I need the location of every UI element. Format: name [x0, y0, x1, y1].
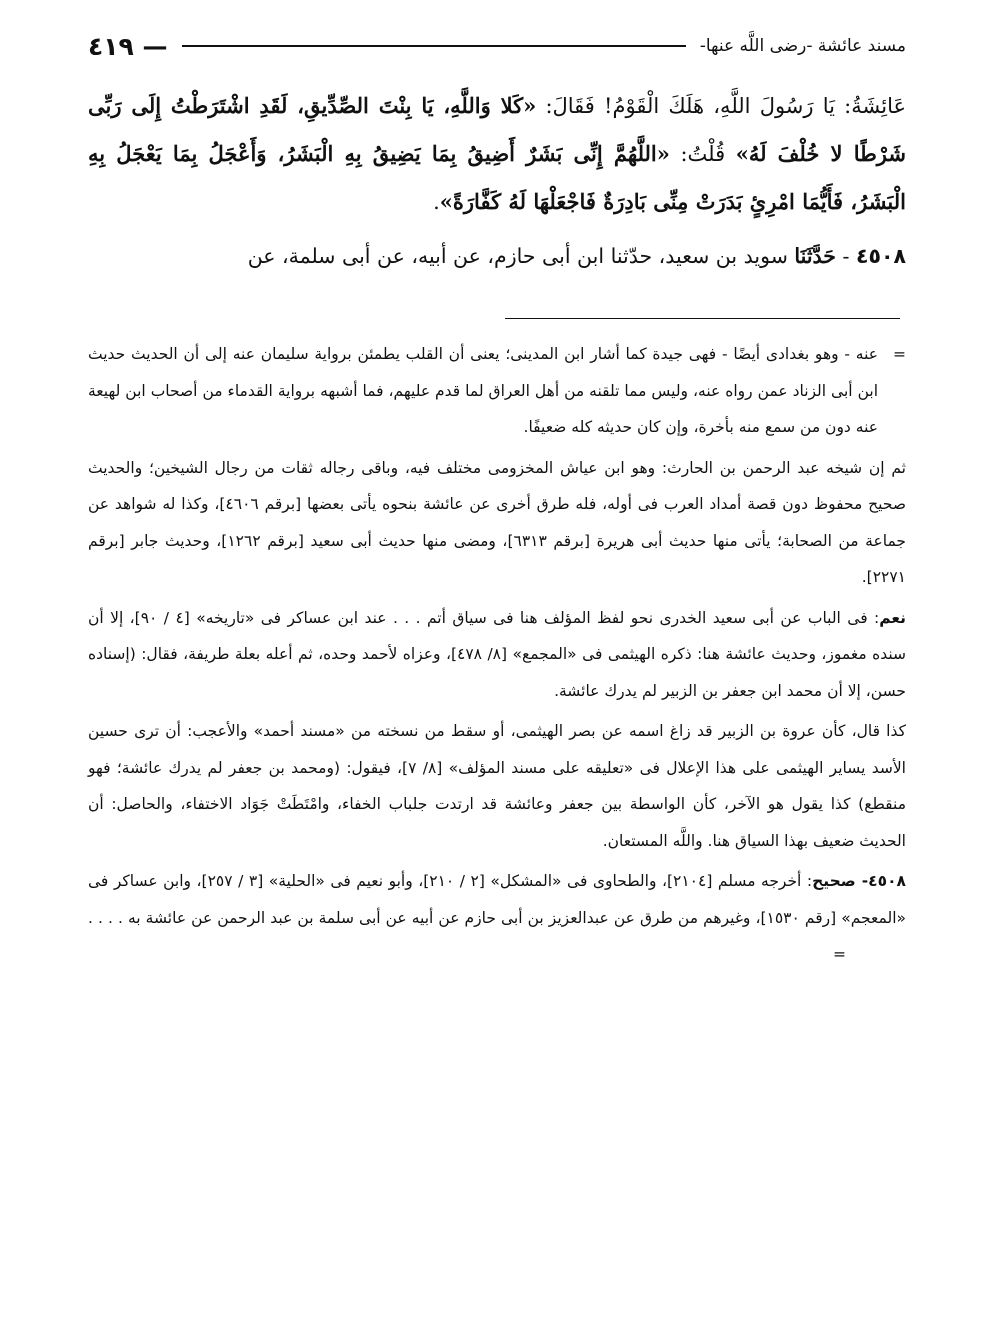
end-continuation-mark: = — [833, 945, 846, 963]
footnote-5-lead: ٤٥٠٨- صحيح — [812, 872, 907, 890]
page-header — [88, 28, 906, 64]
hadith-4508-text: سويد بن سعيد، حدّثنا ابن أبى حازم، عن أبيه، عن أبى سلمة، عن — [247, 244, 795, 268]
hadith-body-end: . — [433, 190, 440, 214]
continuation-mark: = — [893, 345, 906, 363]
page-number: — ٤١٩ — [88, 31, 168, 61]
footnote-continuation — [88, 336, 906, 446]
hadith-4508-start — [88, 232, 906, 280]
footnote-3-text: : فى الباب عن أبى سعيد الخدرى نحو لفظ المؤلف هنا فى سياق أتم . . . عند ابن عساكر فى «تاريخه» [٤ / ٩٠]، إلا أن سنده مغموز، وحديث عائشة هنا: ذكره الهيثمى فى «المجمع» [٨/ ٤٧٨]، وعزاه لأحمد وحده، ثم أعله بعلة طريفة، فقال: (إسناده حسن، إلا أن محمد ابن جعفر بن الزبير لم يدرك عائشة. — [88, 608, 906, 700]
footnote-5-text: : أخرجه مسلم [٢١٠٤]، والطحاوى فى «المشكل» [٢ / ٢١٠]، وأبو نعيم فى «الحلية» [٣ / ٢٥٧]، وابن عساكر فى «المعجم» [رقم ١٥٣٠]، وغيرهم من طرق عن عبدالعزيز بن أبى حازم عن أبيه عن أبى سلمة بن عبد الرحمن عن عائشة به . . . . — [88, 872, 906, 927]
footnote-1-text: عنه - وهو بغدادى أيضًا - فهى جيدة كما أشار ابن المدينى؛ يعنى أن القلب يطمئن برواية سليمان عنه إلى أن الحديث حديث ابن أبى الزناد عمن رواه عنه، وليس مما تلقنه من أهل العراق لما قدم عليهم، فما أشبهه برواية القدماء من أصحاب ابن لهيعة عنه دون من سمع منه بأخرة، وإن كان حديثه كله ضعيفًا. — [88, 345, 878, 436]
hadith-quote-1: «كَلا وَاللَّهِ، يَا بِنْتَ الصِّدِّيقِ، لَقَدِ اشْتَرَطْتُ إِلَى رَبِّى شَرْطًا لا خُلْفَ لَهُ» — [88, 93, 906, 166]
hadith-quote-2: «اللَّهُمَّ إِنِّى بَشَرٌ أَضِيقُ بِمَا يَضِيقُ بِهِ الْبَشَرُ، وَأَعْجَلُ بِمَا يَعْجَلُ بِهِ الْبَشَرُ، فَأَيُّمَا امْرِئٍ بَدَرَتْ مِنِّى بَادِرَةٌ فَاجْعَلْهَا لَهُ كَفَّارَةً» — [88, 141, 906, 214]
hadith-4507-end — [88, 82, 906, 226]
hadith-body-start: عَائِشَةُ: يَا رَسُولَ اللَّهِ، هَلَكَ الْقَوْمُ! فَقَالَ: — [536, 94, 906, 118]
footnote-paragraph-2: ثم إن شيخه عبد الرحمن بن الحارث: وهو ابن عياش المخزومى مختلف فيه، وباقى رجاله ثقات من رجال الشيخين؛ والحديث صحيح محفوظ دون قصة أمداد العرب فى أوله، فله طرق أخرى عن عائشة بنحوه يأتى بعضها [برقم ٤٦٠٦]، وكذا له شواهد عن جماعة من الصحابة؛ يأتى منها حديث أبى هريرة [برقم ٦٣١٣]، ومضى منها حديث أبى سعيد [برقم ١٢٦٢]، وحديث جابر [برقم ٢٢٧١]. — [88, 458, 906, 586]
footnote-paragraph-3 — [88, 600, 906, 710]
page-number-value: ٤١٩ — [88, 31, 134, 61]
footnote-divider — [505, 318, 900, 319]
hadith-dash: - — [835, 244, 856, 268]
hadith-main-text — [88, 82, 906, 280]
footnote-4508 — [88, 863, 906, 973]
hadith-number: ٤٥٠٨ — [855, 244, 906, 268]
running-title: مسند عائشة -رضى اللَّه عنها- — [699, 36, 906, 56]
header-rule — [182, 45, 686, 47]
haddathana-word: حَدَّثَنَا — [794, 244, 836, 268]
footnotes — [88, 336, 906, 977]
footnote-paragraph-4: كذا قال، كأن عروة بن الزبير قد زاغ اسمه عن بصر الهيثمى، أو سقط من نسخته من «مسند أحمد» والأعجب: أن ترى حسين الأسد يساير الهيثمى على هذا الإعلال فى «تعليقه على مسند المؤلف» [٨/ ٧]، فيقول: (ومحمد بن جعفر لم يدرك عائشة؛ فهو منقطع) كذا يقول هو الآخر، كأن الواسطة بين جعفر وعائشة قد ارتدت جلباب الخفاء، وامْتَطَتْ جَوَاد الاختفاء، والحاصل: أن الحديث ضعيف بهذا السياق هنا. واللَّه المستعان. — [88, 722, 906, 850]
footnote-3-lead: نعم — [879, 608, 906, 627]
hadith-body-mid: قُلْتُ: — [669, 142, 736, 166]
